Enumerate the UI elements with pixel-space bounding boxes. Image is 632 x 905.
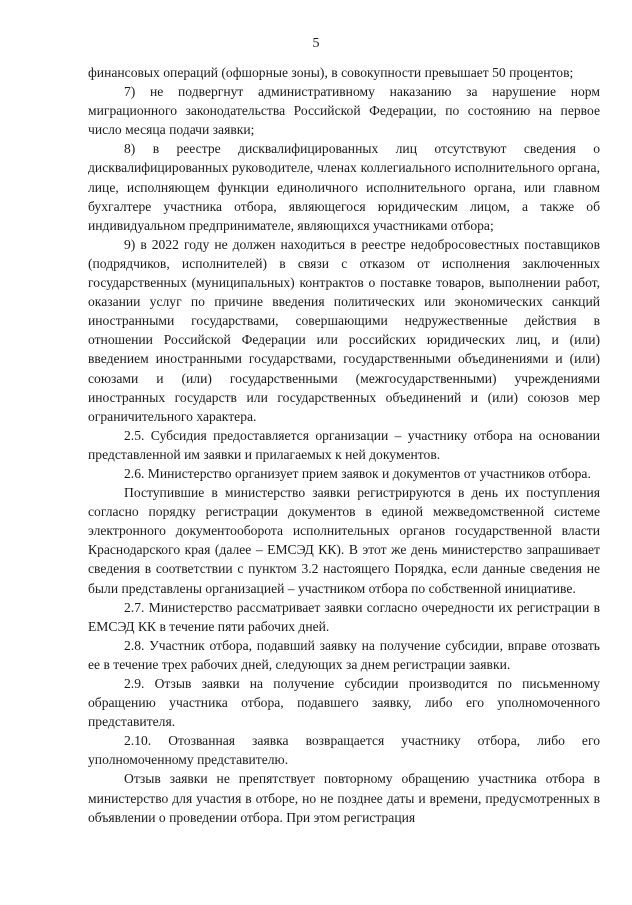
paragraph: 2.7. Министерство рассматривает заявки согласно очередности их регистрации в ЕМСЭД КК в течение пяти рабочих дней. bbox=[88, 599, 600, 634]
paragraph: 8) в реестре дисквалифицированных лиц отсутствуют сведения о дисквалифицированных руководителе, членах коллегиального исполнительного органа, лице, исполняющем функции единоличного исполнительного органа, или главном бухгалтере участника отбора, являющегося юридическим лицом, а также об индивидуальном предпринимателе, являющихся участниками отбора; bbox=[88, 141, 600, 233]
page-number: 5 bbox=[312, 36, 320, 51]
paragraph: 2.5. Субсидия предоставляется организации – участнику отбора на основании представленной им заявки и прилагаемых к ней документов. bbox=[88, 427, 600, 462]
paragraph: 9) в 2022 году не должен находиться в реестре недобросовестных поставщиков (подрядчиков, исполнителей) в связи с отказом от исполнения заключенных государственных (муниципальных) контрактов о поставке товаров, выполнении работ, оказании услуг по причине введения политических или экономических санкций иностранными государствами, совершающими недружественные действия в отношении Российской Федерации или российских юридических лиц, и (или) введением иностранными государствами, государственными объединениями и (или) союзами и (или) государственными (межгосударственными) учреждениями иностранных государств или государственных объединений и (или) союзов мер ограничительного характера. bbox=[88, 236, 600, 424]
paragraph: 2.6. Министерство организует прием заявок и документов от участников отбора. bbox=[124, 465, 591, 481]
paragraph: Отзыв заявки не препятствует повторному обращению участника отбора в министерство для участия в отборе, но не позднее даты и времени, предусмотренных в объявлении о проведении отбора. При этом регистрация bbox=[88, 771, 600, 825]
document-body bbox=[88, 63, 600, 827]
paragraph: 2.9. Отзыв заявки на получение субсидии производится по письменному обращению участника отбора, подавшего заявку, либо его уполномоченного представителя. bbox=[88, 676, 600, 730]
paragraph: Поступившие в министерство заявки регистрируются в день их поступления согласно порядку регистрации документов в единой межведомственной системе электронного документооборота исполнительных органов государственной власти Краснодарского края (далее – ЕМСЭД КК). В этот же день министерство запрашивает сведения в соответствии с пунктом 3.2 настоящего Порядка, если данные сведения не были представлены организацией – участником отбора по собственной инициативе. bbox=[88, 485, 600, 596]
paragraph: 2.10. Отозванная заявка возвращается участнику отбора, либо его уполномоченному представителю. bbox=[88, 733, 600, 768]
paragraph: 7) не подвергнут административному наказанию за нарушение норм миграционного законодательства Российской Федерации, по состоянию на первое число месяца подачи заявки; bbox=[88, 84, 600, 138]
paragraph: 2.8. Участник отбора, подавший заявку на получение субсидии, вправе отозвать ее в течение трех рабочих дней, следующих за днем регистрации заявки. bbox=[88, 637, 600, 672]
paragraph: финансовых операций (офшорные зоны), в совокупности превышает 50 процентов; bbox=[88, 65, 574, 80]
